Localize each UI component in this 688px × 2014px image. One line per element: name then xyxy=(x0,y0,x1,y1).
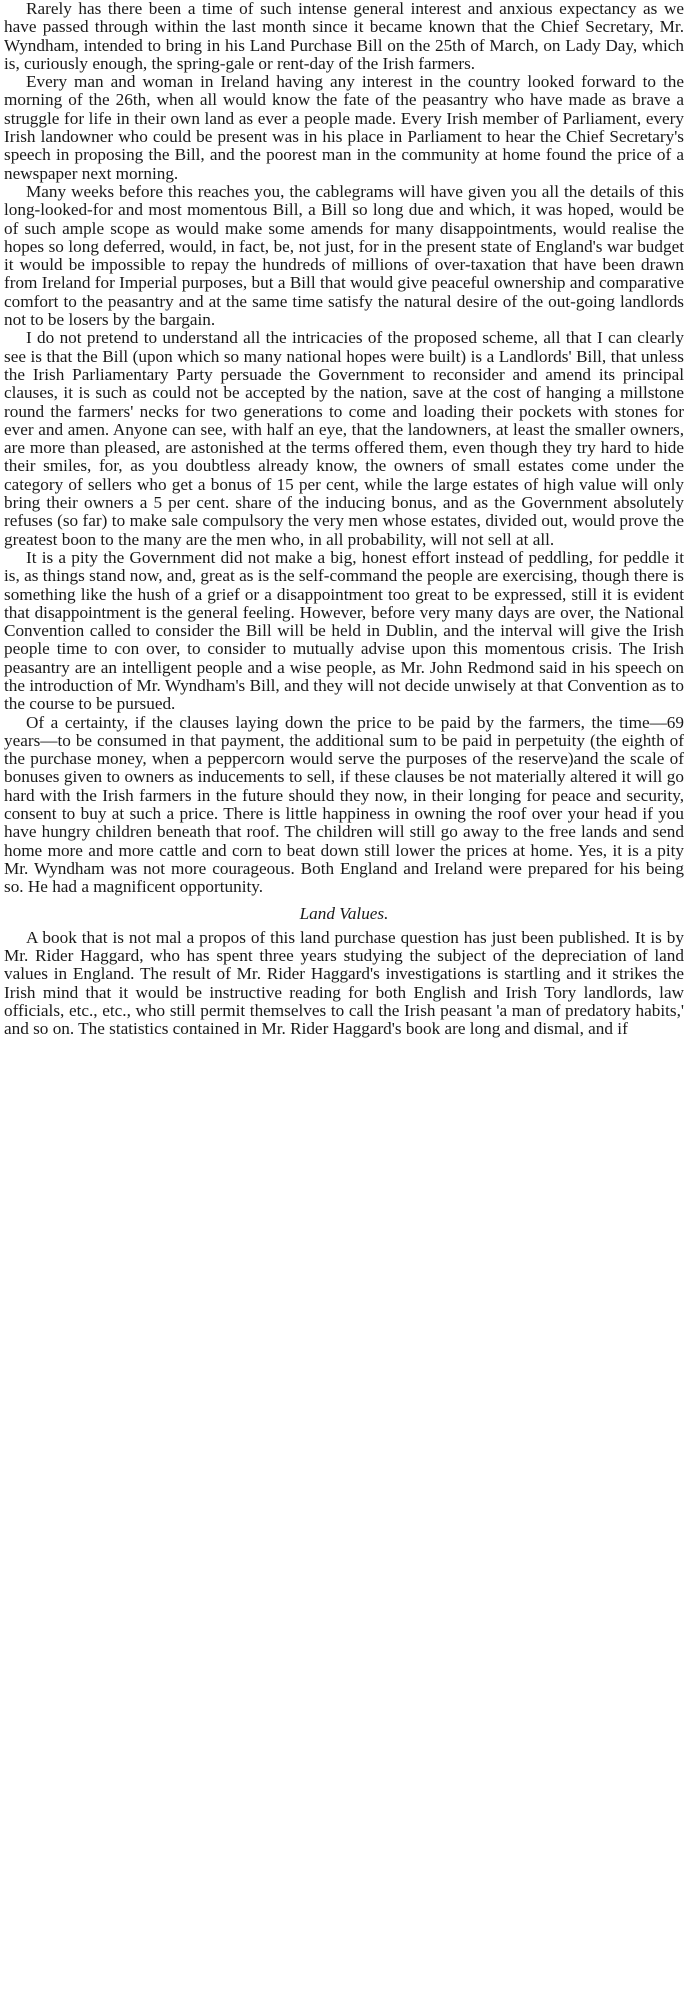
section-heading-land-values: Land Values. xyxy=(299,903,389,923)
paragraph-landlords-bill: I do not pretend to understand all the intricacies of the proposed scheme, all that I can clearly see is that the Bill (upon which so many national hopes were built) is a Landlords' Bill, that unless the Irish Parliamentary Party persuade the Government to reconsider and amend its principal clauses, it is such as could not be accepted by the nation, save at the cost of hanging a millstone round the farmers' necks for two generations to come and loading their pockets with stones for ever and amen. Anyone can see, with half an eye, that the landowners, at least the smaller owners, are more than pleased, are astonished at the terms offered them, even though they try hard to hide their smiles, for, as you doubtless already know, the owners of small estates come under the category of sellers who get a bonus of 15 per cent, while the large estates of high value will only bring their owners a 5 per cent. share of the inducing bonus, and as the Government absolutely refuses (so far) to make sale compulsory the very men whose estates, divided out, would prove the greatest boon to the many are the men who, in all probability, will not sell at all. xyxy=(4,328,684,549)
paragraph-pity-government: It is a pity the Government did not make a big, honest effort instead of peddling, for peddle it is, as things stand now, and, great as is the self-command the people are exercising, though there is something like the hush of a grief or a disappointment too great to be expressed, still it is evident that disappointment is the general feeling. However, before very many days are over, the National Convention called to consider the Bill will be held in Dublin, and the interval will give the Irish people time to con over, to consider to mutually advise upon this momentous crisis. The Irish peasantry are an intelligent people and a wise people, as Mr. John Redmond said in his speech on the introduction of Mr. Wyndham's Bill, and they will not decide unwisely at that Convention as to the course to be pursued. xyxy=(4,547,684,714)
article-column xyxy=(4,0,684,1039)
paragraph-intro: Rarely has there been a time of such intense general interest and anxious expectancy as we have passed through within the last month since it became known that the Chief Secretary, Mr. Wyndham, intended to bring in his Land Purchase Bill on the 25th of March, on Lady Day, which is, curiously enough, the spring-gale or rent-day of the Irish farmers. xyxy=(4,0,684,73)
paragraph-morning-26th: Every man and woman in Ireland having any interest in the country looked forward to the morning of the 26th, when all would know the fate of the peasantry who have made as brave a struggle for life in their own land as ever a people made. Every Irish member of Parliament, every Irish landowner who could be present was in his place in Parliament to hear the Chief Secretary's speech in proposing the Bill, and the poorest man in the community at home found the price of a newspaper next morning. xyxy=(4,72,684,183)
paragraph-rider-haggard: A book that is not mal a propos of this land purchase question has just been published. It is by Mr. Rider Haggard, who has spent three years studying the subject of the depreciation of land values in England. The result of Mr. Rider Haggard's investigations is startling and it strikes the Irish mind that it would be instructive reading for both English and Irish Tory landlords, law officials, etc., etc., who still permit themselves to call the Irish peasant 'a man of predatory habits,' and so on. The statistics contained in Mr. Rider Haggard's book are long and dismal, and if xyxy=(4,927,684,1039)
paragraph-certainty-clauses: Of a certainty, if the clauses laying down the price to be paid by the farmers, the time—69 years—to be consumed in that payment, the additional sum to be paid in perpetuity (the eighth of the purchase money, when a peppercorn would serve the purposes of the reserve)and the scale of bonuses given to owners as inducements to sell, if these clauses be not materially altered it will go hard with the Irish farmers in the future should they now, in their longing for peace and security, consent to buy at such a price. There is little happiness in owning the roof over your head if you have hungry children beneath that roof. The children will still go away to the free lands and send home more and more cattle and corn to beat down still lower the prices at home. Yes, it is a pity Mr. Wyndham was not more courageous. Both England and Ireland were prepared for his being so. He had a magnificent opportunity. xyxy=(4,712,684,897)
paragraph-cablegrams: Many weeks before this reaches you, the cablegrams will have given you all the details of this long-looked-for and most momentous Bill, a Bill so long due and which, it was hoped, would be of such ample scope as would make some amends for many disappointments, would realise the hopes so long deferred, would, in fact, be, not just, for in the present state of England's war budget it would be impossible to repay the hundreds of millions of over-taxation that have been drawn from Ireland for Imperial purposes, but a Bill that would give peaceful ownership and comparative comfort to the peasantry and at the same time satisfy the natural desire of the out-going landlords not to be losers by the bargain. xyxy=(4,181,684,330)
